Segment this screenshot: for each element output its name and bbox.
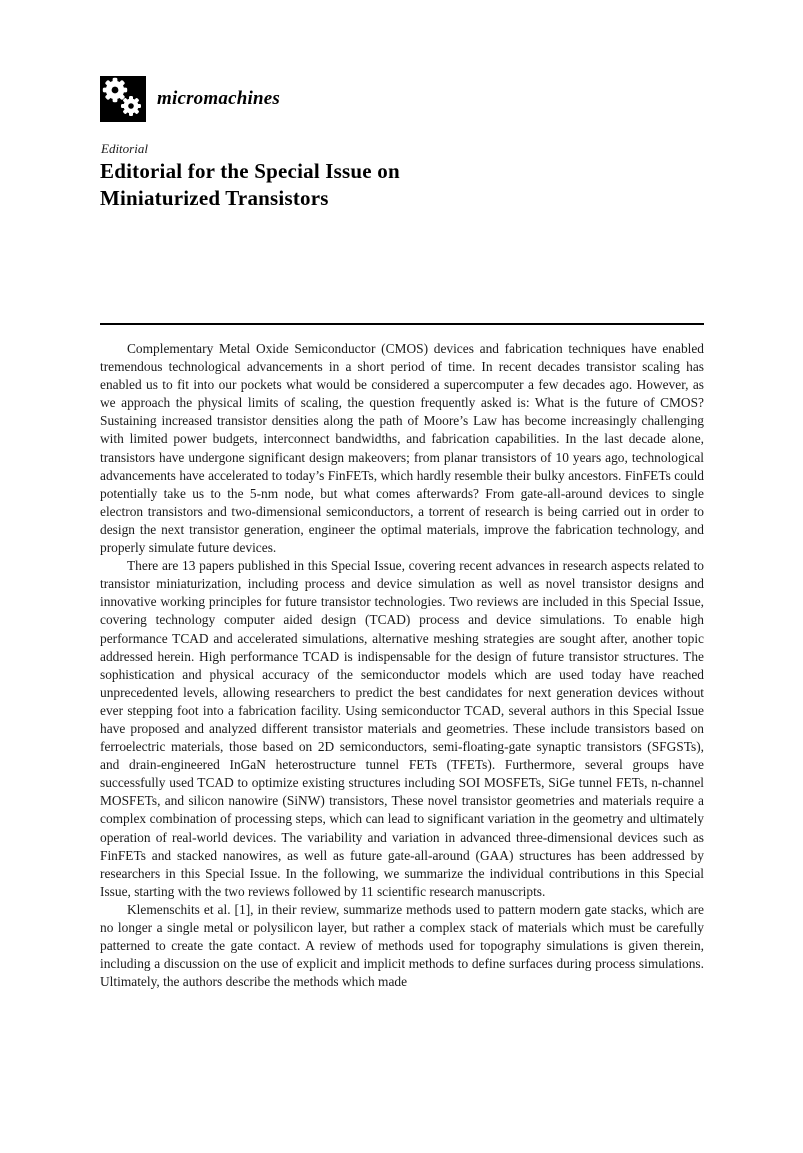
article-paragraph: Klemenschits et al. [1], in their review, summarize methods used to pattern modern gate stacks, which are no longer a single metal or polysilicon layer, but rather a complex stack of materials which must be carefully patterned to create the gate contact. A review of methods used for topography simulations is given therein, including a discussion on the use of explicit and implicit methods to define surfaces during process simulations. Ultimately, the authors describe the methods which made [100,901,704,990]
journal-name: micromachines [157,88,280,109]
gears-icon [100,76,146,122]
title-divider [100,323,704,325]
page-title-line-1: Editorial for the Special Issue on [100,159,400,183]
article-paragraph: There are 13 papers published in this Special Issue, covering recent advances in research aspects related to transistor miniaturization, including process and device simulation as well as novel transistor designs and innovative working principles for future transistor technologies. Two reviews are included in this Special Issue, covering technology computer aided design (TCAD) process and device simulations. To enable high performance TCAD and accelerated simulations, alternative meshing strategies are sought after, another topic addressed herein. High performance TCAD is indispensable for the design of future transistor structures. The sophistication and physical accuracy of the semiconductor models which are used today have reached unprecedented levels, allowing researchers to predict the best candidates for next generation devices without ever stepping foot into a fabrication facility. Using semiconductor TCAD, several authors in this Special Issue have proposed and analyzed different transistor materials and geometries. These include transistors based on ferroelectric materials, those based on 2D semiconductors, semi-floating-gate synaptic transistors (SFGSTs), and drain-engineered InGaN heterostructure tunnel FETs (TFETs). Furthermore, several groups have successfully used TCAD to optimize existing structures including SOI MOSFETs, SiGe tunnel FETs, n-channel MOSFETs, and silicon nanowire (SiNW) transistors, These novel transistor geometries and materials require a complex combination of processing steps, which can lead to significant variation in the geometry and ultimately operation of real-world devices. The variability and variation in advanced three-dimensional devices such as FinFETs and stacked nanowires, as well as future gate-all-around (GAA) structures has been addressed by researchers in this Special Issue. In the following, we summarize the individual contributions in this Special Issue, starting with the two reviews followed by 11 scientific research manuscripts. [100,558,704,899]
article-paragraph: Complementary Metal Oxide Semiconductor (CMOS) devices and fabrication techniques have enabled tremendous technological advancements in a short period of time. In recent decades transistor scaling has enabled us to fit into our pockets what would be considered a supercomputer a few decades ago. However, as we approach the physical limits of scaling, the question frequently asked is: What is the future of CMOS? Sustaining increased transistor densities along the path of Moore’s Law has become increasingly challenging with limited power budgets, interconnect bandwidths, and fabrication capabilities. In the last decade alone, transistors have undergone significant design makeovers; from planar transistors of 10 years ago, technological advancements have accelerated to today’s FinFETs, which hardly resemble their bulky ancestors. FinFETs could potentially take us to the 5-nm node, but what comes afterwards? From gate-all-around devices to single electron transistors and two-dimensional semiconductors, a torrent of research is being carried out in order to design the next transistor generation, engineer the optimal materials, improve the fabrication technology, and properly simulate future devices. [100,341,704,556]
page-title-line-2: Miniaturized Transistors [100,186,329,210]
page-title [100,158,400,212]
article-body [100,340,704,991]
article-type-label: Editorial [101,141,148,156]
journal-logo [100,76,280,122]
